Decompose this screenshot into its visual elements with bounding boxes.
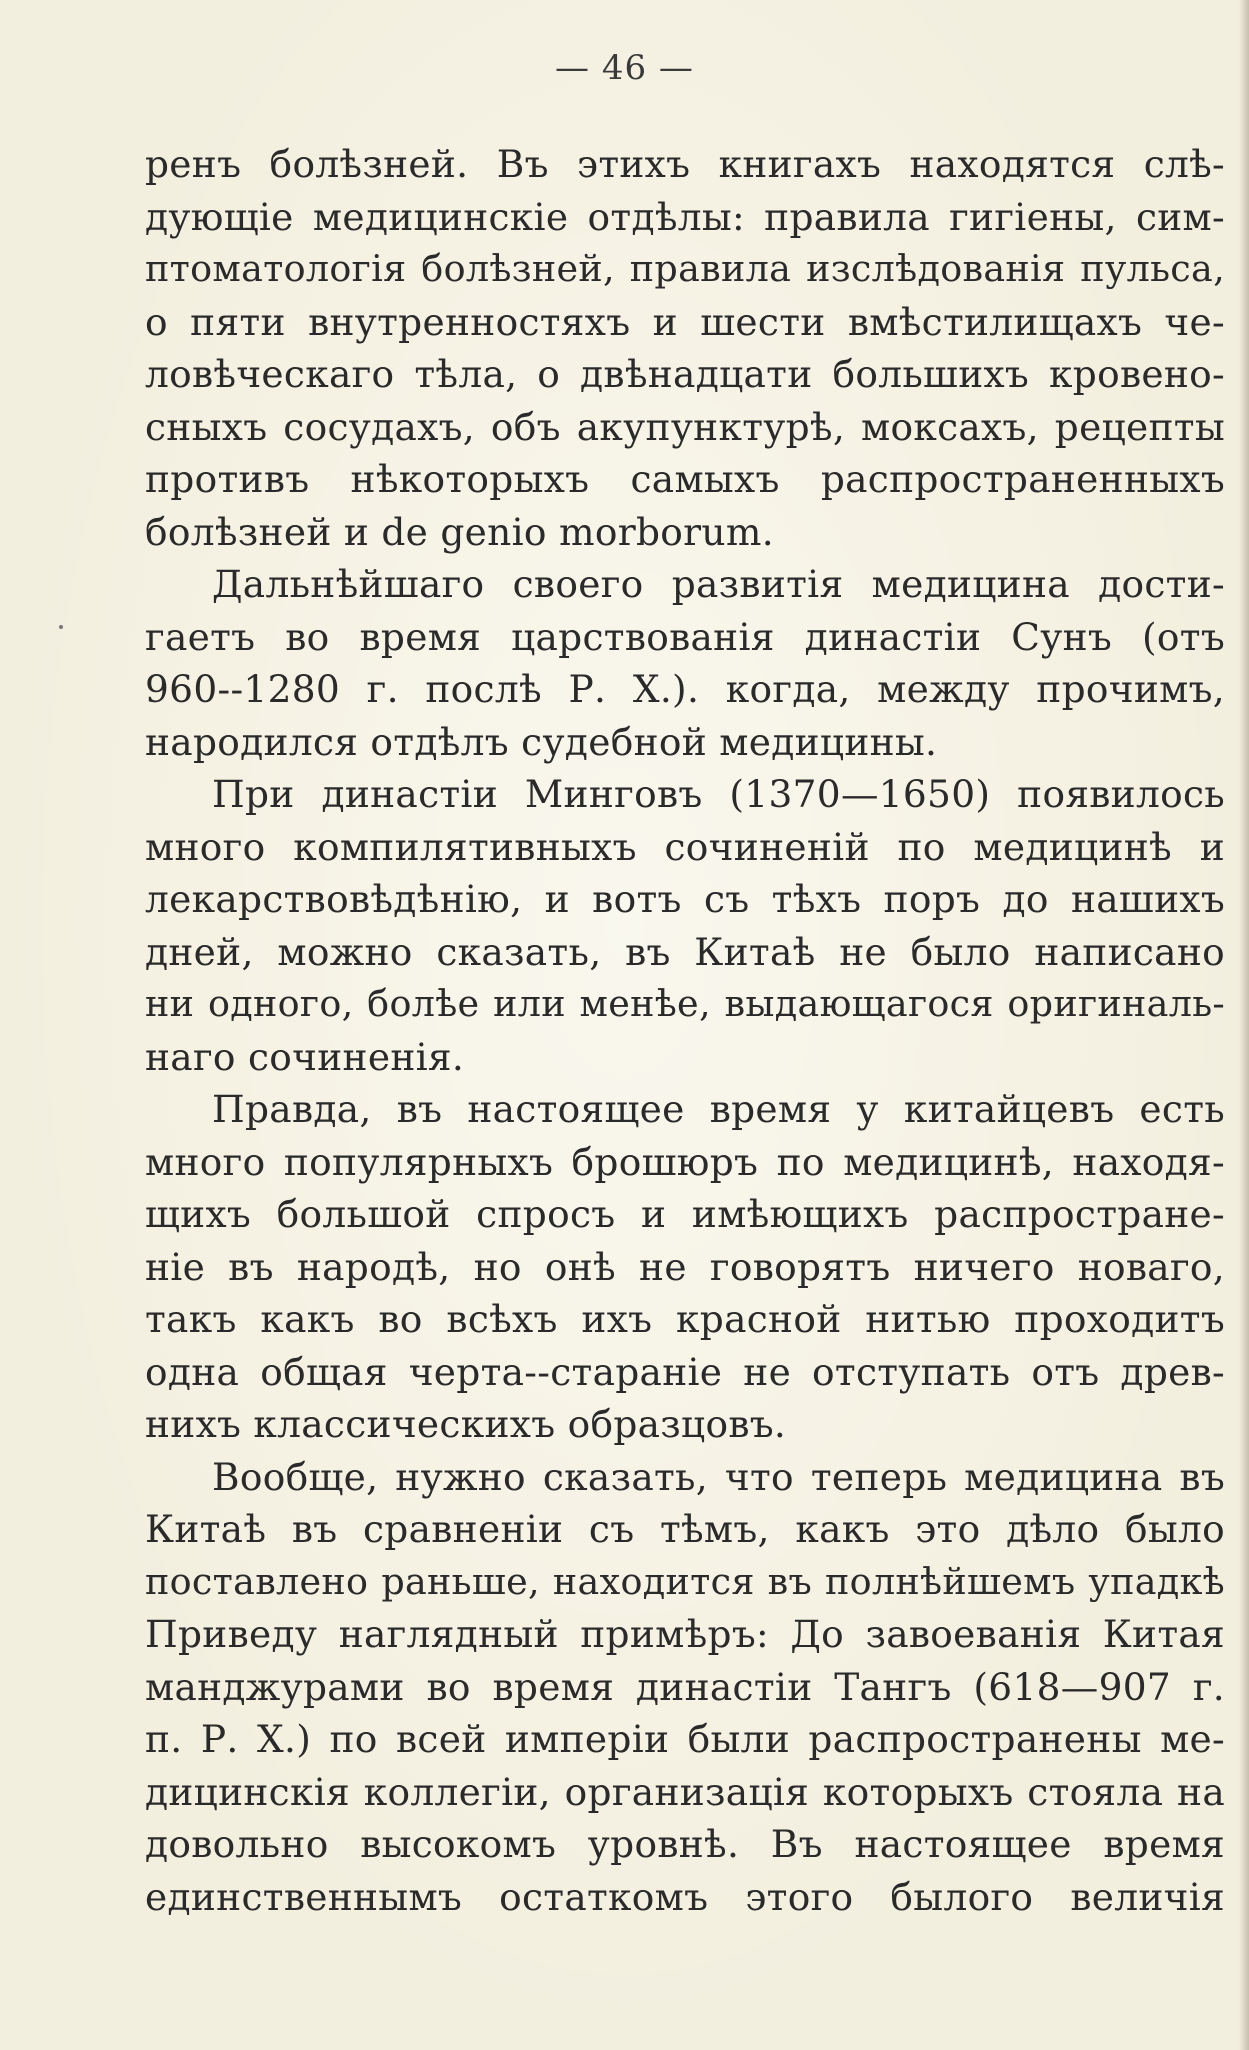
text-line: дней, можно сказать, въ Китаѣ не было написано xyxy=(145,929,1225,974)
text-line: поставлено раньше, находится въ полнѣйшемъ упадкѣ xyxy=(145,1559,1225,1603)
text-line: о пяти внутренностяхъ и шести вмѣстилищахъ че- xyxy=(145,299,1225,344)
paper-speck xyxy=(59,625,63,629)
text-line: Правда, въ настоящее время у китайцевъ есть xyxy=(212,1087,1225,1131)
page-edge-shadow xyxy=(1239,0,1249,2050)
text-line: народился отдѣлъ судебной медицины. xyxy=(145,719,938,764)
text-line: Китаѣ въ сравненіи съ тѣмъ, какъ это дѣло было xyxy=(145,1507,1225,1551)
text-line: ни одного, болѣе или менѣе, выдающагося оригиналь- xyxy=(145,982,1225,1025)
text-line: одна общая черта--стараніе не отступать отъ древ- xyxy=(145,1349,1225,1394)
text-line: Дальнѣйшаго своего развитія медицина дости- xyxy=(212,562,1225,606)
text-line: ловѣческаго тѣла, о двѣнадцати большихъ кровено- xyxy=(145,352,1225,396)
text-line: наго сочиненія. xyxy=(145,1034,465,1079)
text-line: ніе въ народѣ, но онѣ не говорятъ ничего новаго, xyxy=(145,1244,1225,1289)
text-line: манджурами во время династіи Тангъ (618—907 г. xyxy=(145,1664,1225,1709)
text-line: сныхъ сосудахъ, объ акупунктурѣ, моксахъ, рецепты xyxy=(145,404,1225,449)
text-line: дицинскія коллегіи, организація которыхъ стояла на xyxy=(145,1769,1225,1814)
text-line: нихъ классическихъ образцовъ. xyxy=(145,1402,787,1446)
text-line: противъ нѣкоторыхъ самыхъ распространенныхъ xyxy=(145,457,1225,501)
text-line: ренъ болѣзней. Въ этихъ книгахъ находятся слѣ- xyxy=(145,142,1225,186)
text-line: п. Р. Х.) по всей имперіи были распространены ме- xyxy=(145,1717,1225,1761)
text-line: дующіе медицинскіе отдѣлы: правила гигіены, сим- xyxy=(145,194,1225,239)
text-line: болѣзней и de genio morborum. xyxy=(145,509,774,554)
text-line: довольно высокомъ уровнѣ. Въ настоящее время xyxy=(145,1822,1225,1866)
text-line: лекарствовѣдѣнію, и вотъ съ тѣхъ поръ до нашихъ xyxy=(145,877,1225,921)
text-line: такъ какъ во всѣхъ ихъ красной нитью проходитъ xyxy=(145,1297,1225,1341)
text-line: птоматологія болѣзней, правила изслѣдованія пульса, xyxy=(145,247,1225,290)
text-line: много популярныхъ брошюръ по медицинѣ, находя- xyxy=(145,1139,1225,1184)
page-number: — 46 — xyxy=(555,48,694,88)
text-line: единственнымъ остаткомъ этого былого величія xyxy=(145,1874,1225,1919)
text-line: 960--1280 г. послѣ Р. Х.). когда, между прочимъ, xyxy=(145,667,1225,711)
text-line: гаетъ во время царствованія династіи Сунъ (отъ xyxy=(145,614,1225,659)
text-line: щихъ большой спросъ и имѣющихъ распростране- xyxy=(145,1192,1225,1236)
text-line: Вообще, нужно сказать, что теперь медицина въ xyxy=(212,1454,1225,1499)
text-line: При династіи Минговъ (1370—1650) появилось xyxy=(212,772,1225,816)
body-text xyxy=(145,138,1225,1923)
text-line: Приведу наглядный примѣръ: До завоеванія Китая xyxy=(145,1612,1225,1656)
text-line: много компилятивныхъ сочиненій по медицинѣ и xyxy=(145,824,1225,869)
